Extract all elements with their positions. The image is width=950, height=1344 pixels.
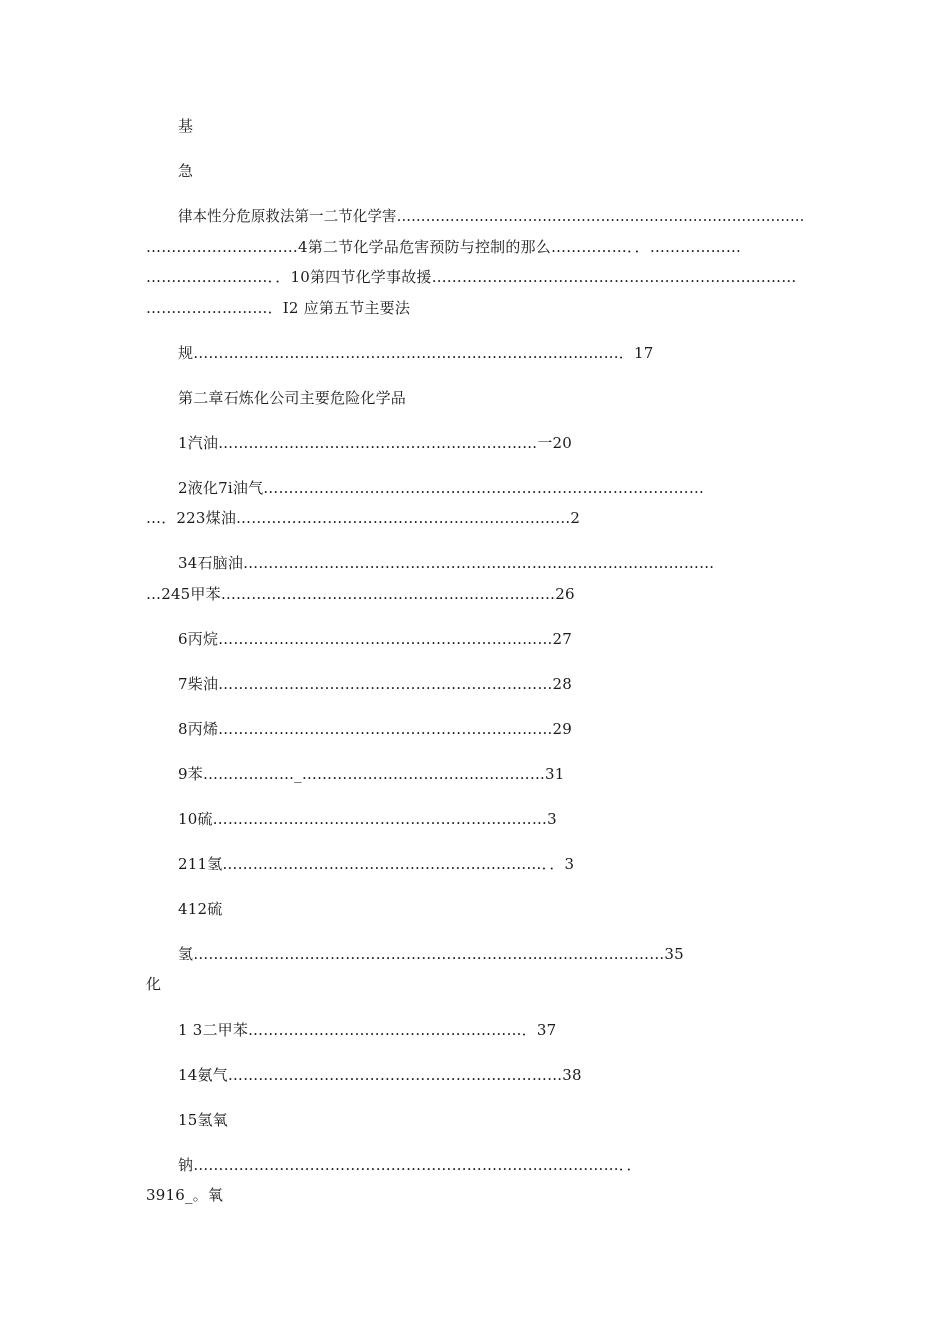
- toc-line: ……………………．I2 应第五节主要法: [146, 299, 411, 317]
- toc-line: 3916_。氧: [146, 1186, 224, 1204]
- toc-line: …．223煤油…………………………………………………………2: [146, 509, 581, 527]
- toc-line: 10硫…………………………………………………………3: [178, 810, 557, 828]
- toc-line: 1汽油………………………………………………………一20: [178, 434, 573, 452]
- toc-line: 211氢………………………………………………………．．3: [178, 855, 575, 873]
- toc-line: 1 3二甲苯………………………………………………．37: [178, 1021, 557, 1039]
- heading-char-ji: 基: [178, 117, 194, 135]
- toc-line: 8丙烯…………………………………………………………29: [178, 720, 573, 738]
- toc-line: 6丙烷…………………………………………………………27: [178, 630, 573, 648]
- toc-line: 7柴油…………………………………………………………28: [178, 675, 573, 693]
- toc-line: …………………………4第二节化学品危害预防与控制的那么……………．．………………: [146, 238, 742, 256]
- toc-line: 15氢氧: [178, 1111, 228, 1129]
- toc-line: 2液化7i油气……………………………………………………………………………: [178, 479, 705, 497]
- toc-line: 化: [146, 975, 162, 993]
- toc-line: 9苯………………_…………………………………………31: [178, 765, 565, 783]
- toc-line: 规…………………………………………………………………………．17: [178, 344, 654, 362]
- toc-line: ……………………．．10第四节化学事故援………………………………………………………………: [146, 268, 797, 286]
- toc-line: 34石脑油…………………………………………………………………………………: [178, 554, 715, 572]
- chapter-heading: 第二章石炼化公司主要危险化学品: [178, 389, 407, 407]
- toc-line: 钠…………………………………………………………………………．．: [178, 1156, 642, 1174]
- toc-line: 14氨气…………………………………………………………38: [178, 1066, 582, 1084]
- toc-line: …245甲苯…………………………………………………………26: [146, 585, 575, 603]
- toc-line: 律本性分危原救法第一二节化学害…………………………………………………………………………: [178, 207, 805, 225]
- heading-char-ji2: 急: [178, 162, 194, 180]
- toc-line: 412硫: [178, 900, 223, 918]
- toc-line: 氢…………………………………………………………………………………35: [178, 945, 684, 963]
